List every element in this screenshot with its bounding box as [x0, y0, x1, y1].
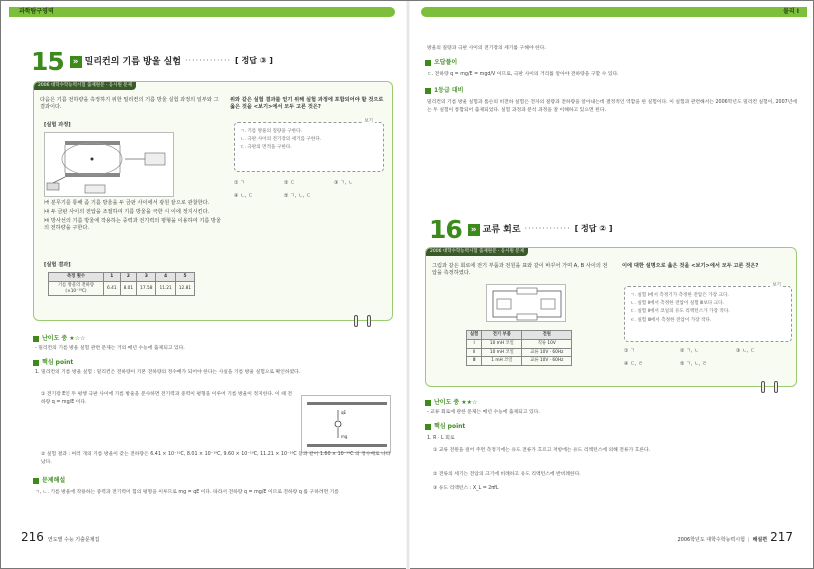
- q15-result-table: [48, 272, 195, 296]
- q16-stem: 그림과 같은 회로에 전기 부품과 전원을 표와 같이 바꾸어 가며 A, B 사이의 전압을 측정하였다.: [432, 263, 608, 277]
- q15-point-heading: [33, 359, 73, 367]
- table-cell: 10 mH 코일: [482, 339, 522, 348]
- binder-clip: [761, 381, 765, 393]
- q16-point-item-2: ② 전류의 세기는 전압의 크기에 비례하고 유도 리액턴스에 반비례한다.: [433, 472, 581, 477]
- q15-bogi-item: ㄴ. 극판 사이의 전기장의 세기를 구한다.: [240, 137, 322, 143]
- table-cell: 1 mH 코일: [482, 357, 522, 366]
- table-header-cell: 4: [156, 273, 175, 282]
- q16-difficulty-text: - 교류 회로에 관한 문제는 매년 수능에 출제되고 있다.: [427, 410, 540, 415]
- q15-choice-4[interactable]: ④ ㄴ, ㄷ: [234, 192, 253, 199]
- table-header-cell: 측정 횟수: [49, 273, 104, 282]
- q15-wrong-label: 오답풀이: [434, 59, 458, 66]
- table-header-cell: 전기 부품: [482, 331, 522, 340]
- q15-choice-5[interactable]: ⑤ ㄱ, ㄴ, ㄷ: [284, 192, 311, 199]
- table-header-cell: 1: [104, 273, 121, 282]
- table-header-cell: 2: [120, 273, 137, 282]
- table-cell: 교류 10V · 60Hz: [522, 348, 572, 357]
- table-cell: 12.81: [175, 281, 194, 296]
- q16-bogi-box: [624, 283, 792, 342]
- q15-point-item-1: ① 전기장 E인 두 평행 극판 사이에 기름 방울을 분사하면 전기력과 중력이 평형을 이루어 기름 방울이 정지한다. 이 때 전하량 q = mg/E 이다.: [41, 392, 292, 405]
- q15-bogi-title: 보기: [364, 119, 373, 124]
- page-gutter: [406, 1, 410, 569]
- q16-experiment-table: [466, 330, 572, 366]
- footer-left: [21, 529, 99, 545]
- table-row: [467, 357, 572, 366]
- q16-choice-2[interactable]: ② ㄱ, ㄴ: [680, 348, 699, 354]
- q16-bogi-item: ㄹ. 실험 Ⅲ에서 측정한 전압이 가장 작다.: [630, 317, 712, 323]
- q15-explain-heading: [33, 477, 65, 485]
- q15-wrong-heading: [425, 59, 457, 67]
- table-cell: Ⅲ: [467, 357, 482, 366]
- q16-heading: [429, 213, 613, 247]
- header-right-label: 물리 I: [783, 8, 799, 15]
- q16-number: 16: [429, 215, 462, 244]
- q16-source-tag: 2006 대학수학능력시험 출제원문 · 응시원 문제: [426, 248, 528, 256]
- q15-difficulty-stars: 중 ★☆☆: [61, 335, 86, 342]
- q15-heading: [31, 45, 273, 79]
- q15-choice-2[interactable]: ② ㄷ: [284, 180, 295, 186]
- q16-question-box: [425, 247, 797, 387]
- footer-left-title: 연도별 수능 기출문제집: [47, 537, 100, 543]
- header-left-label: 과학탐구영역: [19, 8, 54, 15]
- q16-difficulty-stars: 중 ★★☆: [453, 399, 478, 406]
- q15-more-text: 밀리컨의 기름 방울 실험과 톰슨의 비전하 실험은 전자의 질량과 전하량을 알아내는데 결정적인 역할을 한 실험이다. 이 실험과 관련해서는 2006학년도 밀리컨 실험이, 2007년에는 두 실험이 통합되어 출제되었다. 실험 과정과 분석 과정을 잘 이해하고 있으면 된다.: [427, 100, 797, 113]
- q15-wrong-text: ㄷ. 전하량 q = mg/E = mgd/V 이므로, 극판 사이의 거리를 알아야 전하량을 구할 수 있다.: [427, 72, 619, 77]
- table-cell: 교류 10V · 60Hz: [522, 357, 572, 366]
- q15-step-1: ㈎ 분무기를 통해 좀 기름 방울을 두 금판 사이에서 광원 끝으로 관찰한다.: [44, 200, 210, 206]
- footer-right-title: 2006학년도 대학수학능력시험: [677, 537, 745, 543]
- circuit-svg: [487, 285, 567, 323]
- table-row: [467, 348, 572, 357]
- q15-explain-text: ㄱ, ㄴ. 기름 방울에 작용하는 중력과 전기력이 힘의 평형을 이루므로 mg = qE 이다. 따라서 전하량 q = mg/E 이므로 전하량 q 를 구하려면 기름: [35, 490, 339, 495]
- table-header-cell: 3: [137, 273, 156, 282]
- svg-text:qE: qE: [341, 410, 347, 415]
- q16-point-text: 1. R · L 회로: [427, 436, 455, 441]
- section-square-icon: [425, 88, 431, 94]
- header-bar-right: [421, 7, 807, 17]
- section-square-icon: [33, 478, 39, 484]
- q15-number: 15: [31, 47, 64, 76]
- q15-point-label: 핵심 point: [42, 359, 74, 366]
- q16-difficulty-label: 난이도: [434, 399, 452, 406]
- table-row: [467, 339, 572, 348]
- table-cell: 17.58: [137, 281, 156, 296]
- svg-text:mg: mg: [341, 434, 348, 439]
- q15-step-2: ㈏ 두 금판 사이의 전압을 조절하여 기름 방울을 극한 시 이에 정지시킨다.: [44, 209, 210, 216]
- ac-circuit-diagram: [486, 284, 566, 322]
- q15-point-item-2: ② 실험 결과 : 여러 개의 기름 방울이 갖는 전하량은 6.41 × 10⁻¹⁹C, 8.01 × 10⁻¹⁹C, 9.60 × 10⁻¹⁹C, 11.21 × 10⁻¹⁹C 등과 같이 1.60 × 10⁻¹⁹C 의 정수배로 나타났다.: [41, 452, 391, 465]
- q16-point-item-1: ① 교류 전원을 걸어 주면 측정기에는 유도 전류가 흐르고 저항에는 유도 리액턴스에 의해 전류가 흐른다.: [433, 448, 651, 453]
- q15-more-label: 1등급 대비: [434, 87, 464, 94]
- q16-bogi-item: ㄱ. 실험 Ⅰ에서 측정기가 측정한 전압은 가장 크다.: [630, 293, 729, 298]
- page-number-left: 216: [21, 530, 44, 544]
- q15-choice-1[interactable]: ① ㄱ: [234, 180, 245, 186]
- apparatus-svg: [45, 133, 175, 198]
- table-cell: 8.01: [120, 281, 137, 296]
- q15-choices: [234, 180, 384, 200]
- page-number-right: 217: [770, 530, 793, 544]
- q16-dots: ·············: [524, 224, 571, 234]
- q15-source-tag: 2006 대학수학능력시험 출제원문 · 응시원 문제: [34, 82, 136, 90]
- q15-point-text: 1. 밀리컨의 기름 방울 실험 : 밀리컨은 전하량이 기본 전하량의 정수배가 되어야 한다는 사실을 기름 방울 실험으로 확인하였다.: [35, 370, 301, 375]
- table-cell: Ⅱ: [467, 348, 482, 357]
- binder-clip: [367, 315, 371, 327]
- footer-right-section: 해설편: [752, 537, 768, 543]
- plate-svg: [302, 396, 392, 454]
- table-header-cell: 전원: [522, 331, 572, 340]
- q15-bogi-item: ㄷ. 극판의 면적을 구한다.: [240, 145, 292, 151]
- q15-bogi-item: ㄱ. 기름 방울의 질량을 구한다.: [240, 129, 303, 134]
- table-header-cell: 실험: [467, 331, 482, 340]
- parallel-plate-diagram: [301, 395, 391, 453]
- q15-answer: [ 정답 ③ ]: [235, 56, 273, 66]
- section-square-icon: [425, 424, 431, 430]
- q16-question: 이에 대한 설명으로 옳은 것을 <보기>에서 모두 고른 것은?: [622, 263, 759, 269]
- q16-bogi-item: ㄷ. 실험 Ⅱ에서 코일의 유도 리액턴스가 가장 작다.: [630, 309, 730, 315]
- section-square-icon: [425, 400, 431, 406]
- q16-title: 교류 회로: [482, 224, 521, 235]
- q16-choice-3[interactable]: ③ ㄴ, ㄷ: [736, 348, 755, 354]
- q15-choice-3[interactable]: ③ ㄱ, ㄴ: [334, 180, 353, 186]
- q16-bogi-title: 보기: [772, 283, 781, 288]
- table-cell: 기름 방울의 전하량(×10⁻¹⁹C): [49, 281, 104, 296]
- q15-difficulty-text: - 밀리컨의 기름 방울 실험 관련 문제는 거의 매년 수능에 출제되고 있다.: [35, 346, 185, 351]
- table-cell: 직류 10V: [522, 339, 572, 348]
- q16-choice-4[interactable]: ④ ㄷ, ㄹ: [624, 360, 643, 367]
- binder-clip: [354, 315, 358, 327]
- q16-answer: [ 정답 ② ]: [574, 224, 613, 234]
- table-cell: 11.21: [156, 281, 175, 296]
- table-header-cell: 5: [175, 273, 194, 282]
- q16-choice-5[interactable]: ⑤ ㄱ, ㄴ, ㄹ: [680, 360, 707, 367]
- binder-clip: [774, 381, 778, 393]
- section-square-icon: [33, 360, 39, 366]
- q15-bogi-box: [234, 119, 384, 172]
- footer-right: [677, 529, 793, 545]
- millikan-apparatus-diagram: [44, 132, 174, 197]
- q15-result-label: [실험 결과]: [44, 262, 71, 268]
- q16-point-item-3: ③ 유도 리액턴스 : X_L = 2πfL: [433, 486, 499, 491]
- q16-choices: [624, 348, 792, 368]
- q15-process-label: [실험 과정]: [44, 122, 71, 128]
- table-row: [467, 331, 572, 340]
- q16-bogi-item: ㄴ. 실험 Ⅱ에서 측정한 전압이 실험 Ⅲ보다 크다.: [630, 301, 725, 307]
- table-row: [49, 273, 195, 282]
- q16-marker: »: [468, 224, 480, 236]
- table-cell: 10 mH 코일: [482, 348, 522, 357]
- q15-difficulty-heading: [33, 335, 85, 343]
- q15-question: 위와 같은 실험 결과를 얻기 위해 실험 과정에 포함되어야 할 것으로 옳은 것을 <보기>에서 모두 고른 것은?: [230, 97, 384, 111]
- q15-continued-text: 방울의 질량과 극판 사이의 전기장의 세기를 구해야 한다.: [427, 46, 546, 51]
- header-bar-left: [9, 7, 395, 17]
- q15-difficulty-label: 난이도: [42, 335, 60, 342]
- section-square-icon: [33, 336, 39, 342]
- q15-steps: [44, 200, 224, 232]
- section-square-icon: [425, 60, 431, 66]
- table-cell: Ⅰ: [467, 339, 482, 348]
- q15-more-heading: [425, 87, 463, 95]
- q15-question-box: [33, 81, 393, 321]
- table-row: [49, 281, 195, 296]
- q16-point-label: 핵심 point: [434, 423, 466, 430]
- q15-marker: »: [70, 56, 82, 68]
- q16-difficulty-heading: [425, 399, 477, 407]
- q15-step-3: ㈐ 방사선의 기름 방울에 작용하는 중력과 전기력의 평형을 이용하여 기름 방울의 전하량을 구한다.: [44, 218, 222, 232]
- q15-dots: ·············: [184, 56, 232, 66]
- table-cell: 6.41: [104, 281, 121, 296]
- q16-point-heading: [425, 423, 465, 431]
- q16-choice-1[interactable]: ① ㄱ: [624, 348, 635, 354]
- q15-stem: 다음은 기름 전하량을 측정하기 위한 밀리컨의 기름 방울 실험 과정의 일부와 그 결과이다.: [40, 97, 219, 111]
- footer-separator: |: [747, 537, 750, 543]
- q15-explain-label: 문제해설: [42, 477, 66, 484]
- q15-title: 밀리컨의 기름 방울 실험: [84, 56, 181, 67]
